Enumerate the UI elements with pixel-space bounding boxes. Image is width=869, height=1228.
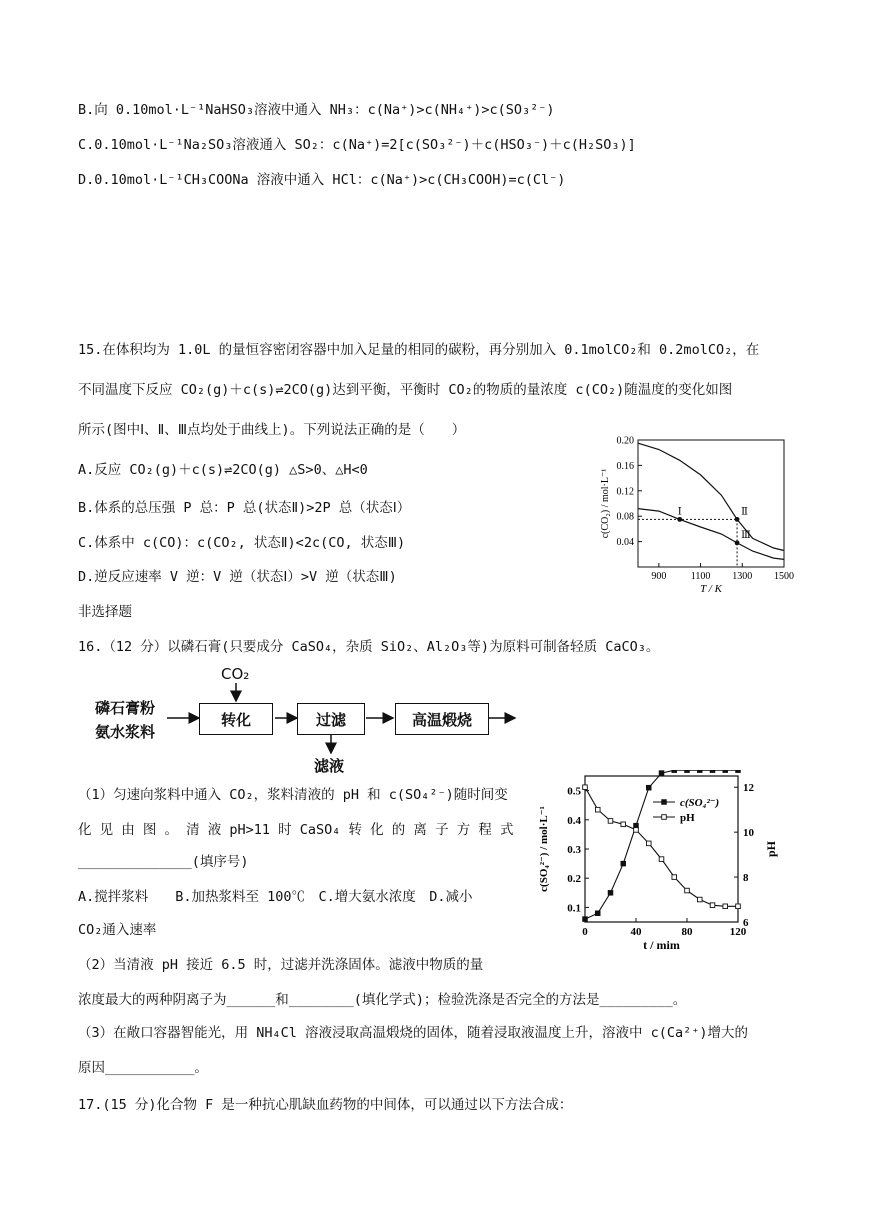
data-point — [723, 904, 728, 909]
flow-input-line1: 磷石膏粉 — [95, 699, 156, 717]
data-point — [723, 770, 728, 772]
q16-part1-line1: （1）匀速向浆料中通入 CO₂，浆料清液的 pH 和 c(SO₄²⁻)随时间变 — [78, 787, 508, 803]
x-tick-label: 1100 — [690, 571, 711, 582]
q17-stem: 17.(15 分)化合物 F 是一种抗心肌缺血药物的中间体，可以通过以下方法合成： — [78, 1097, 573, 1113]
flow-step-calcination: 高温煅烧 — [395, 703, 489, 735]
series-curve-1 — [638, 443, 784, 550]
y-tick-label: 0.08 — [616, 511, 634, 523]
y-right-tick-label: 6 — [743, 917, 749, 929]
process-flow-diagram — [95, 665, 520, 775]
q16-part1-options-cont: CO₂通入速率 — [78, 922, 157, 938]
co2-temperature-chart — [592, 422, 802, 597]
q14-option-b: B.向 0.10mol·L⁻¹NaHSO₃溶液中通入 NH₃：c(Na⁺)>c(NH₄⁺)>c(SO₃²⁻) — [78, 102, 555, 118]
data-point — [736, 904, 741, 909]
y-tick-label: 0.04 — [616, 537, 634, 549]
legend-label: pH — [680, 812, 695, 824]
q16-intro: 16.（12 分）以磷石膏(只要成分 CaSO₄，杂质 SiO₂、Al₂O₃等)为原料可制备轻质 CaCO₃。 — [78, 639, 660, 655]
data-point — [595, 911, 600, 916]
q16-part3-line2: 原因___________。 — [78, 1060, 208, 1076]
state-point-3 — [735, 540, 740, 545]
sulfate-ph-time-chart — [535, 770, 785, 960]
y-tick-label: 0.16 — [616, 460, 634, 472]
x-tick-label: 1300 — [732, 571, 753, 582]
y-right-tick-label: 8 — [743, 872, 749, 885]
x-tick-label: 120 — [729, 926, 747, 938]
y-left-tick-label: 0.4 — [567, 814, 581, 827]
state-point-1 — [677, 517, 682, 522]
y-tick-label: 0.20 — [616, 435, 634, 447]
section-label: 非选择题 — [78, 604, 132, 620]
data-point — [646, 841, 651, 846]
q16-part2-line2: 浓度最大的两种阴离子为______和________(填化学式)；检验洗涤是否完全的方法是_________。 — [78, 992, 687, 1008]
q16-part3-line1: （3）在敞口容器智能光，用 NH₄Cl 溶液浸取高温煅烧的固体，随着浸取液温度上升，溶液中 c(Ca²⁺)增大的 — [78, 1025, 749, 1041]
y-tick-label: 0.12 — [616, 486, 634, 498]
x-tick-label: 40 — [630, 926, 642, 938]
data-point — [583, 917, 588, 922]
q15-stem-line1: 15.在体积均为 1.0L 的量恒容密闭容器中加入足量的相同的碳粉，再分别加入 0.1molCO₂和 0.2molCO₂，在 — [78, 342, 760, 358]
data-point — [608, 891, 613, 896]
data-point — [659, 771, 664, 776]
data-point — [672, 770, 677, 772]
flow-gas-label: CO₂ — [221, 665, 250, 683]
y-right-axis-label: pH — [764, 840, 778, 858]
y-right-tick-label: 12 — [743, 782, 754, 795]
y-axis-label: c(CO₂) / mol·L⁻¹ — [600, 468, 611, 539]
data-point — [685, 770, 690, 772]
data-point — [583, 785, 588, 790]
data-point — [659, 857, 664, 862]
x-tick-label: 900 — [651, 571, 667, 582]
x-axis-label: T / K — [700, 583, 722, 595]
data-point — [710, 770, 715, 772]
flow-step-filter: 过滤 — [297, 703, 365, 735]
legend-label: c(SO₄²⁻) — [680, 797, 720, 809]
data-point — [685, 888, 690, 893]
data-point — [621, 861, 626, 866]
data-point — [634, 828, 639, 833]
q15-option-c: C.体系中 c(CO)：c(CO₂, 状态Ⅱ)<2c(CO, 状态Ⅲ) — [78, 535, 406, 551]
x-axis-label: t / mim — [643, 938, 680, 952]
q15-option-b: B.体系的总压强 P 总：P 总(状态Ⅱ)>2P 总（状态Ⅰ） — [78, 500, 411, 516]
y-right-tick-label: 10 — [743, 827, 754, 840]
q15-option-d: D.逆反应速率 V 逆：V 逆（状态Ⅰ）>V 逆（状态Ⅲ) — [78, 569, 397, 585]
legend-marker — [662, 815, 667, 820]
series-line-1 — [585, 770, 738, 919]
data-point — [621, 822, 626, 827]
data-point — [736, 770, 741, 772]
data-point — [646, 785, 651, 790]
q16-part2-line1: （2）当清液 pH 接近 6.5 时，过滤并洗涤固体。滤液中物质的量 — [78, 957, 484, 973]
y-left-tick-label: 0.1 — [567, 902, 581, 915]
flow-step-conversion: 转化 — [199, 703, 273, 735]
q14-option-d: D.0.10mol·L⁻¹CH₃COONa 溶液中通入 HCl：c(Na⁺)>c(CH₃COOH)=c(Cl⁻) — [78, 172, 566, 188]
data-point — [608, 819, 613, 824]
y-left-axis-label: c(SO₄²⁻) / mol·L⁻¹ — [538, 806, 550, 892]
flow-input-line2: 氨水浆料 — [95, 723, 156, 741]
q14-option-c: C.0.10mol·L⁻¹Na₂SO₃溶液通入 SO₂：c(Na⁺)=2[c(SO₃²⁻)＋c(HSO₃⁻)＋c(H₂SO₃)] — [78, 137, 636, 153]
data-point — [672, 875, 677, 880]
plot-frame — [638, 440, 784, 567]
legend-marker — [662, 800, 667, 805]
y-left-tick-label: 0.3 — [567, 844, 581, 856]
state-point-label: Ⅰ — [677, 506, 682, 518]
y-left-tick-label: 0.5 — [567, 785, 581, 798]
data-point — [697, 897, 702, 902]
series-curve-2 — [638, 509, 784, 560]
x-tick-label: 80 — [681, 926, 693, 938]
q16-part1-line2: 化 见 由 图 。 清 液 pH>11 时 CaSO₄ 转 化 的 离 子 方 程 式 — [78, 822, 514, 838]
q16-part1-options: A.搅拌浆料 B.加热浆料至 100℃ C.增大氨水浓度 D.减小 — [78, 889, 473, 905]
state-point-label: Ⅲ — [741, 529, 751, 541]
data-point — [595, 807, 600, 812]
y-left-tick-label: 0.2 — [567, 873, 581, 886]
data-point — [710, 903, 715, 908]
q15-stem-line2: 不同温度下反应 CO₂(g)＋c(s)⇌2CO(g)达到平衡，平衡时 CO₂的物质的量浓度 c(CO₂)随温度的变化如图 — [78, 382, 733, 398]
x-tick-label: 1500 — [774, 571, 794, 582]
data-point — [697, 770, 702, 772]
flow-filtrate-label: 滤液 — [314, 757, 345, 775]
q16-part1-line3: ______________(填序号) — [78, 854, 249, 870]
state-point-label: Ⅱ — [741, 506, 748, 518]
q15-option-a: A.反应 CO₂(g)＋c(s)⇌2CO(g) △S>0、△H<0 — [78, 462, 368, 478]
state-point-2 — [735, 517, 740, 522]
x-tick-label: 0 — [582, 926, 588, 938]
q15-stem-line3: 所示(图中Ⅰ、Ⅱ、Ⅲ点均处于曲线上)。下列说法正确的是（ ） — [78, 422, 466, 438]
